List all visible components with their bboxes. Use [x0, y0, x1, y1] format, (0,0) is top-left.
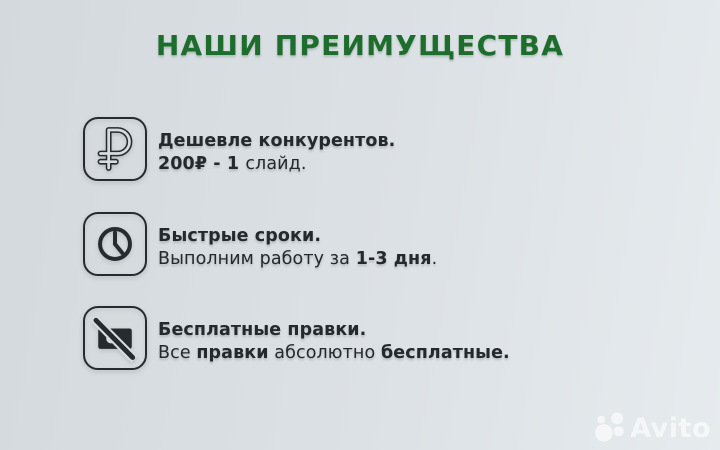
avito-logo-icon [594, 412, 627, 445]
clock-icon [83, 212, 147, 276]
crossed-banknote-icon [83, 306, 147, 370]
advantage-headline: Бесплатные правки. [158, 320, 367, 340]
advantage-item-speed [83, 212, 437, 276]
ruble-icon [83, 117, 147, 181]
advantage-item-free-edits [83, 306, 510, 370]
advantage-headline: Быстрые сроки. [158, 226, 322, 246]
avito-watermark-label: Avito [630, 413, 711, 444]
advantage-text [158, 306, 510, 364]
advantage-detail: Все правки абсолютно бесплатные. [158, 342, 510, 363]
advantage-detail: Выполним работу за 1-3 дня. [158, 248, 438, 269]
advantage-detail: 200₽ - 1 слайд. [158, 153, 307, 174]
avito-watermark [594, 412, 711, 445]
advantage-headline: Дешевле конкурентов. [158, 131, 396, 151]
advantage-item-price [83, 117, 395, 181]
page-title: НАШИ ПРЕИМУЩЕСТВА [155, 29, 565, 62]
advantage-text [158, 212, 437, 270]
advantage-text [158, 117, 395, 175]
